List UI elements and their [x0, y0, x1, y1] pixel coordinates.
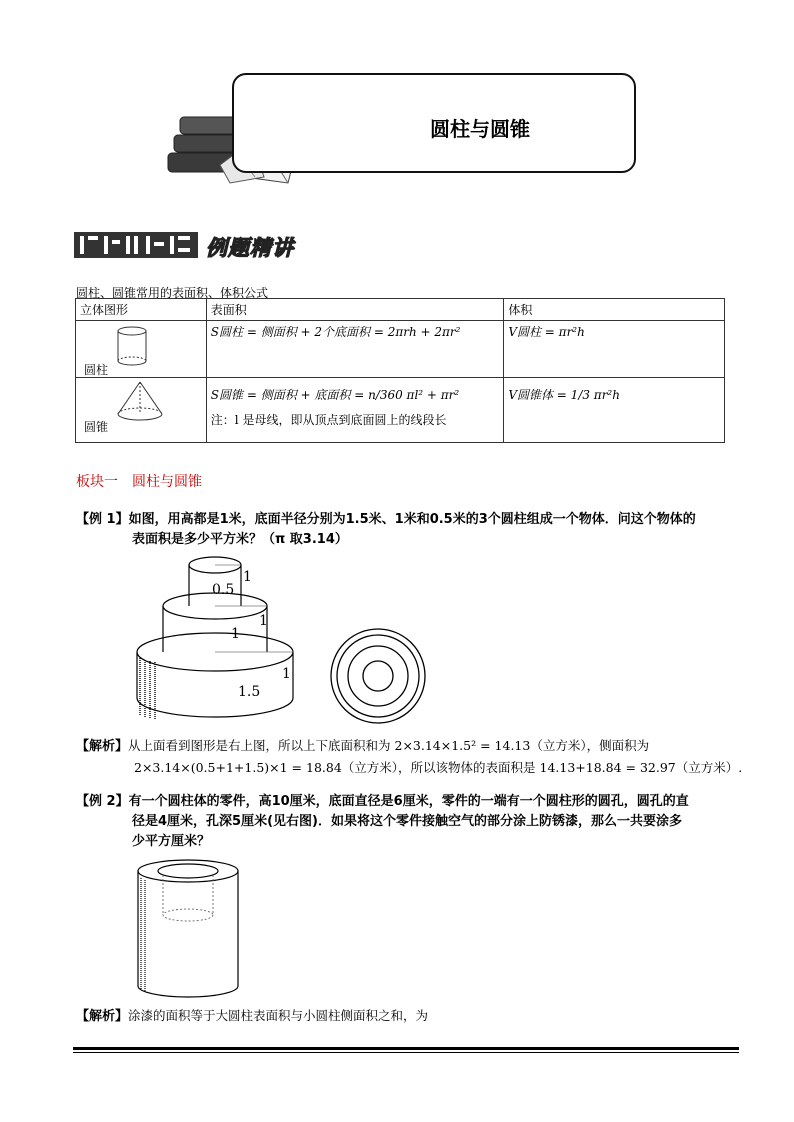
cylinder-with-hole-figure: [135, 858, 241, 1000]
example1-solution-line1: 从上面看到图形是右上图，所以上下底面积和为 2×3.14×1.5² = 14.13（立方米），侧面积为: [128, 738, 650, 753]
example1-solution-line2: 2×3.14×(0.5+1+1.5)×1 = 18.84（立方米），所以该物体的表面积是 14.13+18.84 = 32.97（立方米）.: [134, 760, 743, 775]
example2-label: 【例 2】: [76, 794, 129, 809]
example1-block: [76, 510, 746, 550]
stacked-cylinders-figure: [135, 548, 305, 724]
cylinder-surface-formula: S圆柱 = 侧面积 + 2个底面积 = 2πrh + 2πr²: [206, 321, 504, 378]
top-view-figure: [328, 626, 428, 726]
label-h3: 1: [282, 666, 291, 682]
label-h2: 1: [259, 613, 268, 629]
example2-solution-line1: 涂漆的面积等于大圆柱表面积与小圆柱侧面积之和，为: [128, 1008, 429, 1023]
example2-solution: [76, 1005, 746, 1027]
label-r-mid: 1: [231, 626, 240, 642]
cylinder-volume-formula: V圆柱 = πr²h: [504, 321, 725, 378]
page-title: 圆柱与圆锥: [430, 117, 530, 141]
cylinder-cell: [76, 321, 207, 378]
example1-solution: [76, 735, 746, 778]
example1-label: 【例 1】: [76, 512, 129, 527]
table-caption: 圆柱、圆锥常用的表面积、体积公式: [76, 286, 269, 300]
banner-title: 例题精讲: [206, 236, 294, 260]
table-header-volume: 体积: [504, 299, 725, 321]
section-heading: 板块一 圆柱与圆锥: [76, 474, 202, 490]
example1-text-line2: 表面积是多少平方米？（π 取3.14）: [132, 532, 348, 547]
cone-label: 圆锥: [84, 420, 109, 434]
cone-volume-formula: V圆锥体 = 1/3 πr²h: [504, 378, 725, 443]
table-header-shape: 立体图形: [76, 299, 207, 321]
cylinder-diagram: [112, 325, 152, 369]
footer-rule-thick: [73, 1047, 739, 1050]
cone-surface-formula: S圆锥 = 侧面积 + 底面积 = n/360 πl² + πr²: [210, 388, 460, 402]
cone-cell: [76, 378, 207, 443]
cone-diagram: [114, 380, 166, 424]
footer-rule-thin: [73, 1052, 739, 1053]
example2-solution-label: 【解析】: [76, 1009, 129, 1024]
example2-block: [76, 792, 746, 852]
example2-text-line3: 少平方厘米？: [132, 834, 211, 849]
table-header-surface: 表面积: [206, 299, 504, 321]
label-h1: 1: [243, 569, 252, 585]
example1-solution-label: 【解析】: [76, 739, 129, 754]
label-r-small: 0.5: [212, 582, 235, 598]
example2-text-line1: 有一个圆柱体的零件，高10厘米，底面直径是6厘米，零件的一端有一个圆柱形的圆孔，圆孔的直: [128, 794, 689, 809]
example1-text-line1: 如图，用高都是1米，底面半径分别为1.5米、1米和0.5米的3个圆柱组成一个物体．问这个物体的: [128, 512, 696, 527]
label-r-large: 1.5: [238, 684, 261, 700]
cylinder-label: 圆柱: [84, 363, 109, 377]
cone-surface-cell: [206, 378, 504, 443]
example2-text-line2: 径是4厘米，孔深5厘米(见右图)．如果将这个零件接触空气的部分涂上防锈漆，那么一共要涂多: [132, 814, 682, 829]
formula-table: [75, 298, 725, 443]
cone-surface-note: 注：l 是母线，即从顶点到底面圆上的线段长: [210, 413, 447, 427]
